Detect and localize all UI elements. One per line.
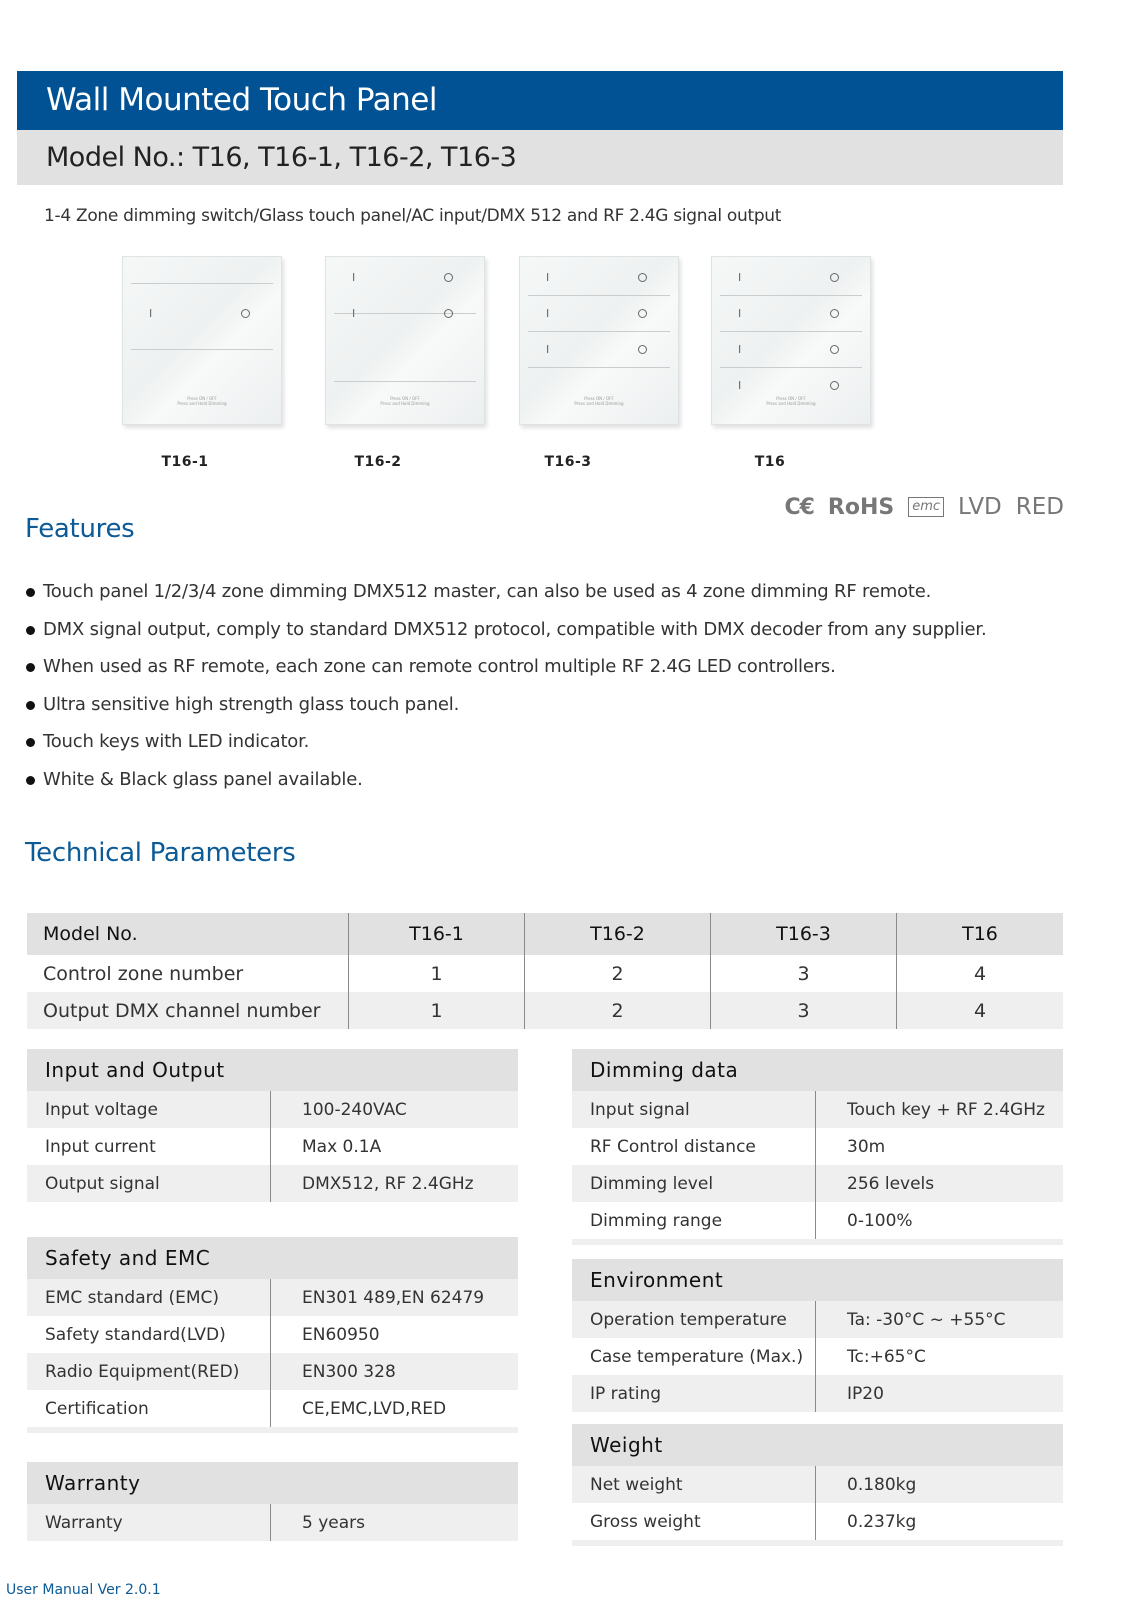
off-key-icon (638, 309, 647, 318)
on-key-icon: I (546, 307, 550, 320)
table-row (27, 955, 1063, 992)
panel-instructions: Press ON / OFF Press and Hold Dimming (380, 396, 430, 406)
off-key-icon (444, 309, 453, 318)
table-header-row (27, 913, 1063, 955)
param-label: Warranty (27, 1504, 271, 1541)
param-value: 0-100% (847, 1210, 913, 1231)
param-label: EMC standard (EMC) (27, 1279, 271, 1316)
param-value: 100-240VAC (271, 1091, 519, 1128)
table-row (572, 1202, 1063, 1239)
panel-instructions: Press ON / OFF Press and Hold Dimming (766, 396, 816, 406)
weight-table (572, 1424, 1063, 1546)
bullet-icon (26, 701, 35, 710)
off-key-icon (830, 345, 839, 354)
table-header-cell: T16-1 (349, 913, 525, 955)
product-label: T16 (754, 454, 786, 470)
param-label: Gross weight (572, 1503, 816, 1540)
table-row (572, 1128, 1063, 1165)
on-key-icon: I (546, 271, 550, 284)
off-key-icon (638, 273, 647, 282)
table-cell: 3 (711, 992, 897, 1029)
param-label: Output signal (27, 1165, 271, 1202)
on-key-icon: I (738, 379, 742, 392)
product-subtitle: 1-4 Zone dimming switch/Glass touch panel/AC input/DMX 512 and RF 2.4G signal output (44, 206, 782, 226)
table-row (27, 1390, 518, 1427)
table-header-cell: T16 (897, 913, 1064, 955)
panel-divider (720, 295, 862, 296)
param-label: Certification (27, 1390, 271, 1427)
feature-item: Touch keys with LED indicator. (26, 731, 986, 769)
feature-item: White & Black glass panel available. (26, 769, 986, 807)
param-value: DMX512, RF 2.4GHz (271, 1165, 519, 1202)
table-row (27, 1128, 518, 1165)
table-cell: Control zone number (43, 962, 244, 985)
section-title: Weight (572, 1424, 1063, 1466)
red-mark-icon: RED (1015, 494, 1064, 520)
section-title: Safety and EMC (27, 1237, 518, 1279)
bullet-icon (26, 738, 35, 747)
on-key-icon: I (149, 307, 153, 320)
param-value: 0.180kg (816, 1466, 1064, 1503)
feature-item: DMX signal output, comply to standard DMX512 protocol, compatible with DMX decoder from any supplier. (26, 619, 986, 657)
feature-item: Ultra sensitive high strength glass touch panel. (26, 694, 986, 732)
emc-mark-icon: emc (908, 497, 944, 517)
off-key-icon (241, 309, 250, 318)
param-value: 5 years (271, 1504, 519, 1541)
off-key-icon (444, 273, 453, 282)
table-cell: 2 (525, 955, 711, 992)
param-label: Input current (27, 1128, 271, 1165)
feature-item: Touch panel 1/2/3/4 zone dimming DMX512 master, can also be used as 4 zone dimming RF remote. (26, 581, 986, 619)
table-cell: 4 (897, 955, 1064, 992)
panel-divider (720, 367, 862, 368)
safety-emc-table (27, 1237, 518, 1433)
bullet-icon (26, 663, 35, 672)
panel-divider (528, 295, 670, 296)
bullet-icon (26, 626, 35, 635)
section-title: Environment (572, 1259, 1063, 1301)
feature-item: When used as RF remote, each zone can remote control multiple RF 2.4G LED controllers. (26, 656, 986, 694)
certification-logos (784, 494, 1064, 520)
features-list (26, 581, 986, 806)
model-number-line: Model No.: T16, T16-1, T16-2, T16-3 (17, 130, 1063, 185)
panel-divider (131, 283, 273, 284)
param-label: Dimming range (572, 1202, 816, 1239)
off-key-icon (830, 309, 839, 318)
table-row (572, 1338, 1063, 1375)
section-title: Warranty (27, 1462, 518, 1504)
footer-version: User Manual Ver 2.0.1 (6, 1582, 161, 1598)
product-label: T16-2 (354, 454, 402, 470)
table-header-cell: T16-3 (711, 913, 897, 955)
param-label: Radio Equipment(RED) (27, 1353, 271, 1390)
param-value: IP20 (816, 1375, 1064, 1412)
panel-divider (334, 313, 476, 314)
rohs-mark-icon: RoHS (827, 494, 895, 520)
warranty-table (27, 1462, 518, 1541)
on-key-icon: I (738, 271, 742, 284)
table-row (27, 1504, 518, 1541)
table-row (27, 1353, 518, 1390)
param-value: Ta: -30°C ~ +55°C (816, 1301, 1064, 1338)
table-header-cell: T16-2 (525, 913, 711, 955)
table-row (27, 1279, 518, 1316)
param-label: Operation temperature (572, 1301, 816, 1338)
param-value: Max 0.1A (302, 1136, 382, 1157)
page-title: Wall Mounted Touch Panel (17, 71, 1063, 130)
panel-divider (720, 331, 862, 332)
table-row (27, 1165, 518, 1202)
param-label: IP rating (572, 1375, 816, 1412)
table-cell: Output DMX channel number (27, 992, 349, 1029)
param-value: EN300 328 (271, 1353, 519, 1390)
table-cell: 2 (525, 992, 711, 1029)
param-label: Dimming level (572, 1165, 816, 1202)
panel-divider (334, 381, 476, 382)
table-row (572, 1091, 1063, 1128)
param-label: Input voltage (27, 1091, 271, 1128)
touch-panel-image (519, 256, 679, 425)
on-key-icon: I (738, 343, 742, 356)
table-cell: 4 (897, 992, 1064, 1029)
table-row (572, 1301, 1063, 1338)
panel-instructions: Press ON / OFF Press and Hold Dimming (177, 396, 227, 406)
param-label: Input signal (572, 1091, 816, 1128)
table-cell: 1 (349, 955, 525, 992)
param-value: CE,EMC,LVD,RED (302, 1398, 447, 1419)
off-key-icon (830, 273, 839, 282)
param-label: Safety standard(LVD) (27, 1316, 271, 1353)
on-key-icon: I (546, 343, 550, 356)
param-label: RF Control distance (572, 1128, 816, 1165)
dimming-data-table (572, 1049, 1063, 1245)
section-title: Input and Output (27, 1049, 518, 1091)
param-value: 0.237kg (847, 1511, 917, 1532)
param-value: 30m (847, 1136, 886, 1157)
panel-instructions: Press ON / OFF Press and Hold Dimming (574, 396, 624, 406)
param-value: Touch key + RF 2.4GHz (816, 1091, 1064, 1128)
features-heading: Features (25, 514, 135, 544)
table-header-cell: Model No. (27, 913, 349, 955)
param-value: Tc:+65°C (847, 1346, 926, 1367)
off-key-icon (638, 345, 647, 354)
ce-mark-icon: C€ (784, 494, 814, 520)
table-cell: 1 (349, 992, 525, 1029)
touch-panel-image (325, 256, 485, 425)
lvd-mark-icon: LVD (958, 494, 1002, 520)
off-key-icon (830, 381, 839, 390)
section-title: Dimming data (572, 1049, 1063, 1091)
on-key-icon: I (352, 271, 356, 284)
technical-heading: Technical Parameters (25, 838, 296, 868)
input-output-table (27, 1049, 518, 1202)
table-row (572, 1165, 1063, 1202)
model-comparison-table (27, 913, 1063, 1029)
param-label: Case temperature (Max.) (572, 1338, 816, 1375)
table-row (27, 1091, 518, 1128)
param-label: Net weight (572, 1466, 816, 1503)
table-row (572, 1466, 1063, 1503)
table-row (572, 1375, 1063, 1412)
table-cell: 3 (711, 955, 897, 992)
environment-table (572, 1259, 1063, 1412)
panel-divider (528, 367, 670, 368)
touch-panel-image (711, 256, 871, 425)
param-value: EN60950 (302, 1324, 380, 1345)
bullet-icon (26, 588, 35, 597)
bullet-icon (26, 776, 35, 785)
table-row (572, 1503, 1063, 1540)
touch-panel-image (122, 256, 282, 425)
on-key-icon: I (352, 307, 356, 320)
product-label: T16-1 (161, 454, 209, 470)
product-label: T16-3 (544, 454, 592, 470)
table-row (27, 1316, 518, 1353)
table-row (27, 992, 1063, 1029)
param-value: 256 levels (816, 1165, 1064, 1202)
param-value: EN301 489,EN 62479 (271, 1279, 519, 1316)
on-key-icon: I (738, 307, 742, 320)
panel-divider (131, 349, 273, 350)
panel-divider (528, 331, 670, 332)
